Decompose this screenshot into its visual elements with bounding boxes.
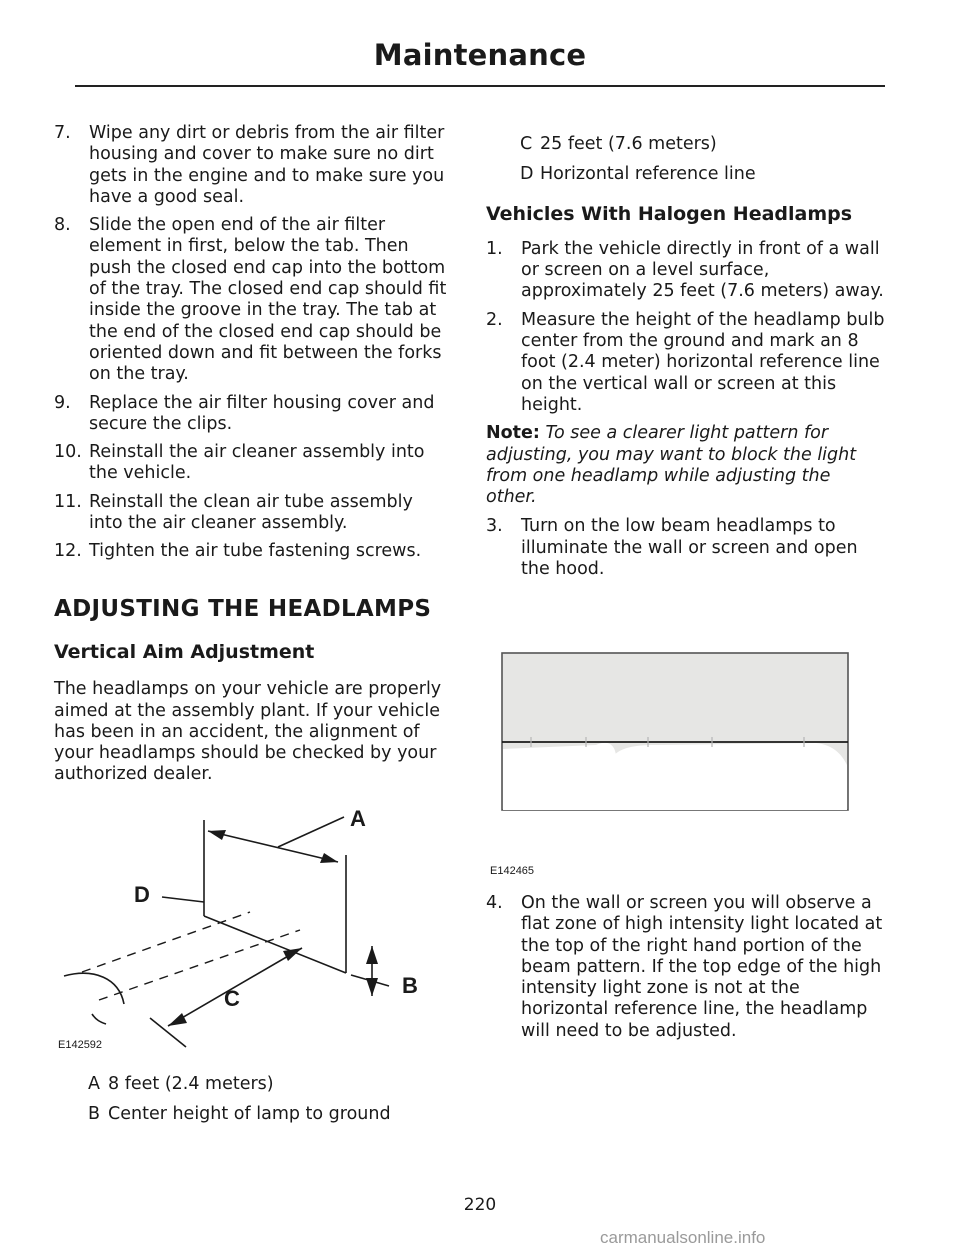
halogen-step-4 bbox=[486, 893, 886, 1042]
legend-item bbox=[54, 1074, 449, 1095]
step-text: Replace the air filter housing cover and secure the clips. bbox=[89, 392, 435, 434]
legend-key: B bbox=[88, 1104, 101, 1125]
halogen-title: Vehicles With Halogen Headlamps bbox=[486, 202, 853, 225]
halogen-step-3 bbox=[486, 516, 886, 580]
step-number: 12. bbox=[54, 541, 82, 562]
label-d-leader bbox=[162, 897, 204, 902]
legend-text: Horizontal reference line bbox=[540, 164, 756, 185]
headlamp-outline bbox=[64, 973, 124, 1004]
step-text: Reinstall the air cleaner assembly into the vehicle. bbox=[89, 442, 425, 484]
step-text: Measure the height of the headlamp bulb center from the ground and mark an 8 foot (2.4 meter) horizontal reference line on the vertical wall or screen at this height. bbox=[521, 309, 885, 415]
left-column bbox=[54, 123, 449, 786]
beam-upper bbox=[82, 912, 250, 972]
arrow-b-down bbox=[366, 978, 378, 996]
note-text: To see a clearer light pattern for adjusting, you may want to block the light from one headlamp while adjusting the other. bbox=[486, 423, 857, 508]
legend-key: C bbox=[520, 134, 533, 154]
step-12 bbox=[54, 541, 449, 562]
watermark: carmanualsonline.info bbox=[600, 1228, 766, 1247]
step-text: Tighten the air tube fastening screws. bbox=[89, 541, 422, 562]
headlamp-detail bbox=[92, 1014, 106, 1024]
right-column bbox=[486, 134, 886, 587]
label-b: B bbox=[402, 973, 418, 998]
step-number: 8. bbox=[54, 215, 71, 236]
beam-bright-zone bbox=[503, 743, 616, 810]
legend-item bbox=[486, 134, 886, 155]
step-text: Park the vehicle directly in front of a wall or screen on a level surface, approximately 25 feet (7.6 meters) away. bbox=[521, 238, 884, 302]
legend-key: D bbox=[520, 164, 534, 185]
step-text: Turn on the low beam headlamps to illuminate the wall or screen and open the hood. bbox=[521, 516, 858, 580]
step-number: 3. bbox=[486, 516, 503, 537]
step-8 bbox=[54, 215, 449, 385]
intro-paragraph: The headlamps on your vehicle are properly aimed at the assembly plant. If your vehicle has been in an accident, the alignment of your headlamps should be checked by your authorized dealer. bbox=[54, 679, 442, 785]
step-number: 4. bbox=[486, 893, 503, 913]
step-number: 7. bbox=[54, 123, 71, 143]
legend-left bbox=[54, 1074, 449, 1135]
label-a: A bbox=[350, 806, 366, 831]
halogen-step-4-block bbox=[486, 893, 886, 1049]
legend-text: 8 feet (2.4 meters) bbox=[108, 1074, 274, 1094]
label-a-leader bbox=[278, 817, 344, 847]
label-d: D bbox=[134, 882, 150, 907]
legend-item bbox=[486, 164, 886, 185]
legend-text: 25 feet (7.6 meters) bbox=[540, 134, 717, 154]
step-text: Slide the open end of the air filter element in first, below the tab. Then push the closed end cap into the bottom of the tray. The closed end cap should fit inside the groove in the tray. The tab at the end of the closed end cap should be oriented down and fit between the forks on the tray. bbox=[89, 215, 447, 385]
header-divider bbox=[75, 85, 885, 87]
label-c: C bbox=[224, 986, 240, 1011]
figure-code: E142592 bbox=[58, 1039, 103, 1051]
aim-diagram bbox=[54, 800, 444, 1060]
arrow-c-left bbox=[168, 1013, 187, 1026]
note-label: Note: bbox=[486, 423, 540, 444]
halogen-step-1 bbox=[486, 239, 886, 303]
legend-text: Center height of lamp to ground bbox=[108, 1104, 391, 1125]
legend-key: A bbox=[88, 1074, 100, 1094]
page-number: 220 bbox=[463, 1195, 497, 1215]
step-number: 11. bbox=[54, 491, 82, 512]
arrow-b-up bbox=[366, 946, 378, 964]
step-number: 10. bbox=[54, 442, 82, 463]
step-number: 1. bbox=[486, 238, 503, 259]
legend-item bbox=[54, 1104, 449, 1125]
page-title: Maintenance bbox=[373, 38, 587, 72]
step-10 bbox=[54, 442, 449, 485]
arrow-a-right bbox=[320, 853, 338, 863]
step-number: 9. bbox=[54, 392, 71, 413]
beam-lower bbox=[99, 930, 300, 1000]
dim-a-line bbox=[208, 831, 338, 862]
figure-code: E142465 bbox=[490, 865, 535, 877]
step-text: Wipe any dirt or debris from the air filter housing and cover to make sure no dirt gets in the engine and to make sure you have a good seal. bbox=[89, 123, 445, 207]
subsection-title: Vertical Aim Adjustment bbox=[54, 640, 315, 663]
step-11 bbox=[54, 492, 449, 535]
arrow-a-left bbox=[208, 830, 226, 840]
halogen-step-2 bbox=[486, 310, 886, 416]
beam-hot-zone bbox=[608, 743, 847, 810]
step-text: On the wall or screen you will observe a flat zone of high intensity light located at the top of the right hand portion of the beam pattern. If the top edge of the high intensity light zone is not at the horizontal reference line, the headlamp will need to be adjusted. bbox=[521, 893, 883, 1041]
section-title: ADJUSTING THE HEADLAMPS bbox=[54, 595, 432, 622]
step-number: 2. bbox=[486, 309, 503, 330]
step-7 bbox=[54, 123, 449, 208]
beam-pattern-figure bbox=[486, 645, 866, 880]
step-9 bbox=[54, 393, 449, 436]
note bbox=[486, 423, 886, 508]
step-text: Reinstall the clean air tube assembly into the air cleaner assembly. bbox=[89, 491, 413, 534]
